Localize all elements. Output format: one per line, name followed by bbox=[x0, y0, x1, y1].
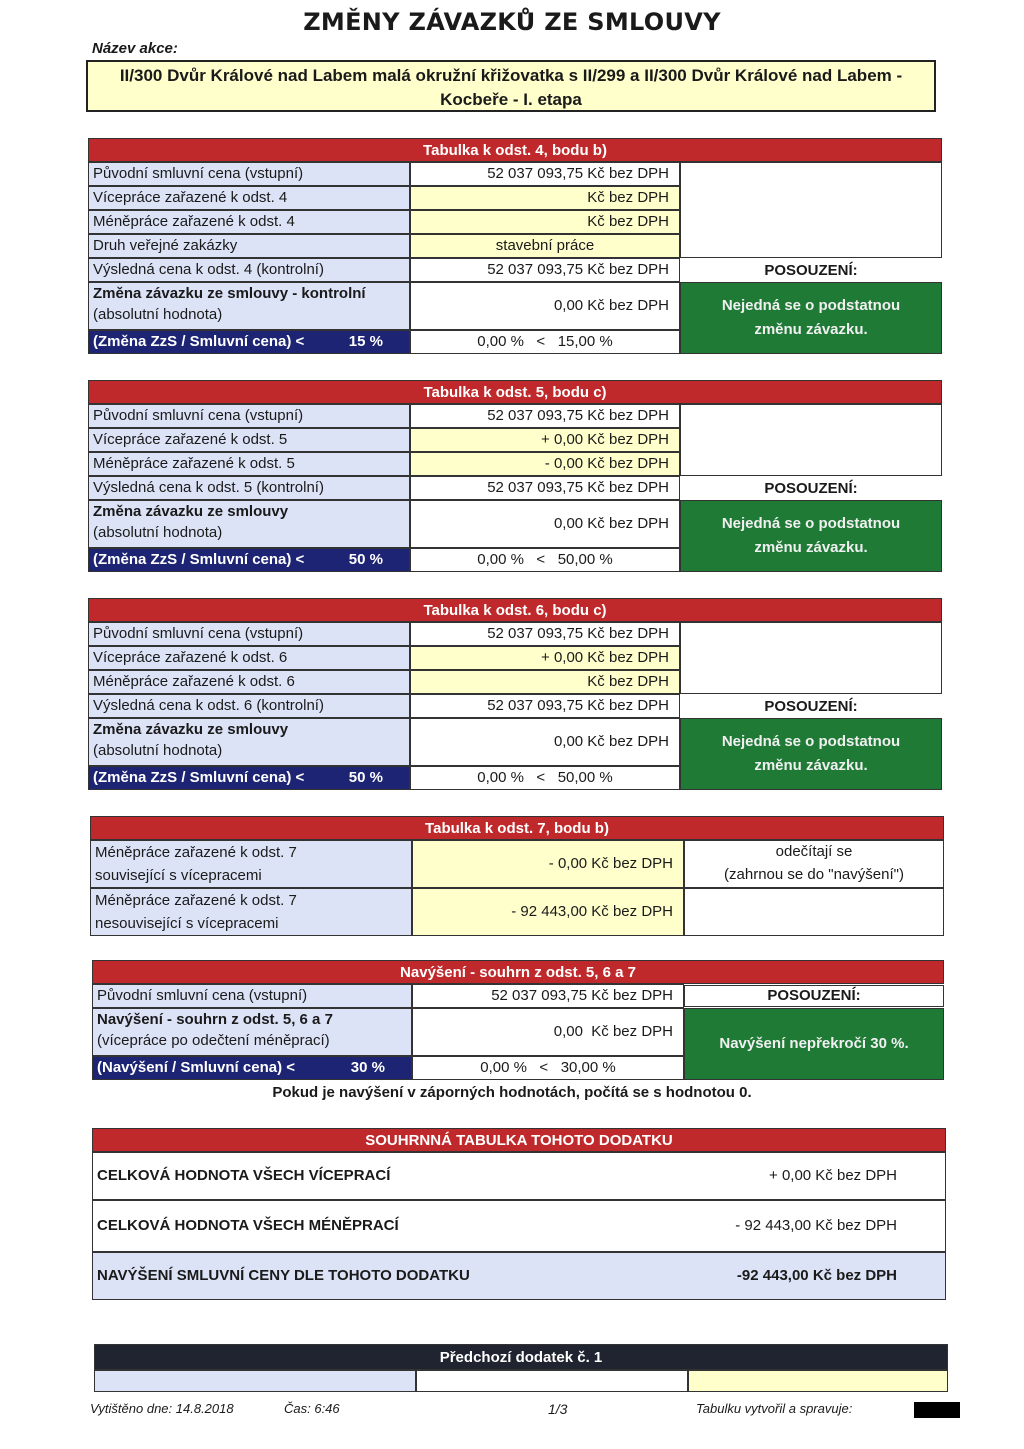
prev-side-cell bbox=[688, 1370, 948, 1392]
row-value: 52 037 093,75 Kč bez DPH bbox=[410, 258, 680, 282]
row-label-line-2: nesouvisející s vícepracemi bbox=[95, 915, 279, 932]
change-label bbox=[92, 1008, 412, 1056]
change-label-line-1: Změna závazku ze smlouvy bbox=[93, 503, 289, 520]
assessment-label: POSOUZENÍ: bbox=[764, 698, 858, 715]
row-value: + 0,00 Kč bez DPH bbox=[410, 646, 680, 670]
verdict-line-2: změnu závazku. bbox=[754, 321, 868, 338]
summary-row-vicepraci bbox=[92, 1152, 946, 1200]
ratio-text: (Navýšení / Smluvní cena) < bbox=[97, 1059, 295, 1076]
row-label: Vícepráce zařazené k odst. 4 bbox=[88, 186, 410, 210]
ratio-label bbox=[92, 1056, 412, 1080]
row-label: Vícepráce zařazené k odst. 6 bbox=[88, 646, 410, 670]
table-header: Předchozí dodatek č. 1 bbox=[94, 1344, 948, 1370]
table-header: Navýšení - souhrn z odst. 5, 6 a 7 bbox=[92, 960, 944, 984]
verdict-line-1: Nejedná se o podstatnou bbox=[721, 515, 901, 532]
ratio-text: (Změna ZzS / Smluvní cena) < bbox=[93, 551, 305, 568]
prev-label-cell bbox=[94, 1370, 416, 1392]
summary-row-navyseni bbox=[92, 1252, 946, 1300]
row-label-line-1: Méněpráce zařazené k odst. 7 bbox=[95, 892, 297, 909]
redaction-block bbox=[914, 1402, 960, 1418]
printed-date: Vytištěno dne: 14.8.2018 bbox=[90, 1401, 234, 1416]
assessment-verdict bbox=[680, 500, 942, 572]
ratio-text: (Změna ZzS / Smluvní cena) < bbox=[93, 333, 305, 350]
change-value: 0,00 Kč bez DPH bbox=[410, 282, 680, 330]
ratio-text: (Změna ZzS / Smluvní cena) < bbox=[93, 769, 305, 786]
change-label-line-2: (absolutní hodnota) bbox=[93, 742, 223, 759]
table-header: SOUHRNNÁ TABULKA TOHOTO DODATKU bbox=[92, 1128, 946, 1152]
action-name-box bbox=[86, 60, 936, 112]
summary-value: + 0,00 Kč bez DPH bbox=[769, 1167, 897, 1184]
ratio-limit: 50 % bbox=[348, 551, 383, 568]
row-label: Méněpráce zařazené k odst. 5 bbox=[88, 452, 410, 476]
prev-value-cell bbox=[416, 1370, 688, 1392]
action-name-line-1: II/300 Dvůr Králové nad Labem malá okružní křižovatka s II/299 a II/300 Dvůr Králové nad Labem - bbox=[119, 66, 903, 85]
table-header: Tabulka k odst. 7, bodu b) bbox=[90, 816, 944, 840]
change-value: 0,00 Kč bez DPH bbox=[412, 1008, 684, 1056]
row-value: 52 037 093,75 Kč bez DPH bbox=[410, 694, 680, 718]
change-label-line-1: Změna závazku ze smlouvy - kontrolní bbox=[93, 285, 366, 302]
row-label: Méněpráce zařazené k odst. 6 bbox=[88, 670, 410, 694]
table-header: Tabulka k odst. 5, bodu c) bbox=[88, 380, 942, 404]
assessment-verdict: Navýšení nepřekročí 30 %. bbox=[684, 1008, 944, 1080]
previous-amendment-table bbox=[94, 1344, 948, 1392]
row-label: Původní smluvní cena (vstupní) bbox=[92, 984, 412, 1008]
side-empty-box bbox=[680, 404, 942, 476]
summary-label: CELKOVÁ HODNOTA VŠECH VÍCEPRACÍ bbox=[97, 1167, 391, 1184]
change-label bbox=[88, 718, 410, 766]
row-value: 52 037 093,75 Kč bez DPH bbox=[410, 404, 680, 428]
ratio-value: 0,00 % < 30,00 % bbox=[412, 1056, 684, 1080]
row-label: Původní smluvní cena (vstupní) bbox=[88, 162, 410, 186]
row-label bbox=[90, 840, 412, 888]
ratio-limit: 30 % bbox=[350, 1059, 385, 1076]
row-value: stavební práce bbox=[410, 234, 680, 258]
row-label bbox=[90, 888, 412, 936]
action-name-line-2: Kocbeře - I. etapa bbox=[440, 90, 582, 109]
verdict-line-1: Nejedná se o podstatnou bbox=[721, 733, 901, 750]
ratio-limit: 15 % bbox=[348, 333, 383, 350]
document-title: ZMĚNY ZÁVAZKŮ ZE SMLOUVY bbox=[303, 8, 721, 36]
change-label-line-1: Změna závazku ze smlouvy bbox=[93, 721, 289, 738]
row-label: Výsledná cena k odst. 4 (kontrolní) bbox=[88, 258, 410, 282]
printed-time: Čas: 6:46 bbox=[284, 1401, 340, 1416]
table-header: Tabulka k odst. 4, bodu b) bbox=[88, 138, 942, 162]
note-text bbox=[684, 840, 944, 886]
summary-label: NAVÝŠENÍ SMLUVNÍ CENY DLE TOHOTO DODATKU bbox=[97, 1267, 470, 1284]
row-label: Původní smluvní cena (vstupní) bbox=[88, 622, 410, 646]
change-label bbox=[88, 282, 410, 330]
row-value: - 92 443,00 Kč bez DPH bbox=[412, 888, 684, 936]
assessment-verdict bbox=[680, 718, 942, 790]
row-value: 52 037 093,75 Kč bez DPH bbox=[410, 476, 680, 500]
summary-label: CELKOVÁ HODNOTA VŠECH MÉNĚPRACÍ bbox=[97, 1217, 399, 1234]
change-label bbox=[88, 500, 410, 548]
table-odst-4 bbox=[88, 138, 942, 358]
row-value: + 0,00 Kč bez DPH bbox=[410, 428, 680, 452]
row-value: Kč bez DPH bbox=[410, 210, 680, 234]
assessment-label: POSOUZENÍ: bbox=[764, 480, 858, 497]
row-value: - 0,00 Kč bez DPH bbox=[412, 840, 684, 888]
change-label-line-2: (absolutní hodnota) bbox=[93, 306, 223, 323]
row-value: 52 037 093,75 Kč bez DPH bbox=[412, 984, 684, 1008]
negative-note: Pokud je navýšení v záporných hodnotách, počítá se s hodnotou 0. bbox=[272, 1084, 752, 1101]
table-odst-6 bbox=[88, 598, 942, 798]
summary-table bbox=[92, 1128, 946, 1300]
change-label-line-2: (absolutní hodnota) bbox=[93, 524, 223, 541]
table-odst-7 bbox=[90, 816, 944, 940]
change-label-line-1: Navýšení - souhrn z odst. 5, 6 a 7 bbox=[97, 1011, 333, 1028]
row-label-line-1: Méněpráce zařazené k odst. 7 bbox=[95, 844, 297, 861]
side-empty-box bbox=[680, 162, 942, 258]
change-label-line-2: (vícepráce po odečtení méněprací) bbox=[97, 1032, 330, 1049]
change-value: 0,00 Kč bez DPH bbox=[410, 718, 680, 766]
note-line-1: odečítají se bbox=[775, 843, 853, 860]
assessment-verdict bbox=[680, 282, 942, 354]
assessment-label: POSOUZENÍ: bbox=[764, 262, 858, 279]
assessment-label: POSOUZENÍ: bbox=[684, 985, 944, 1007]
row-value: Kč bez DPH bbox=[410, 670, 680, 694]
ratio-limit: 50 % bbox=[348, 769, 383, 786]
row-label: Méněpráce zařazené k odst. 4 bbox=[88, 210, 410, 234]
ratio-label bbox=[88, 766, 410, 790]
row-label: Druh veřejné zakázky bbox=[88, 234, 410, 258]
verdict-line-2: změnu závazku. bbox=[754, 539, 868, 556]
verdict-line-1: Nejedná se o podstatnou bbox=[721, 297, 901, 314]
verdict-line-2: změnu závazku. bbox=[754, 757, 868, 774]
summary-value: - 92 443,00 Kč bez DPH bbox=[735, 1217, 897, 1234]
table-odst-5 bbox=[88, 380, 942, 580]
side-empty-box bbox=[680, 622, 942, 694]
side-empty-box bbox=[684, 888, 944, 936]
page-number: 1/3 bbox=[548, 1401, 568, 1417]
row-label: Výsledná cena k odst. 5 (kontrolní) bbox=[88, 476, 410, 500]
summary-value: -92 443,00 Kč bez DPH bbox=[736, 1267, 897, 1284]
ratio-value: 0,00 % < 15,00 % bbox=[410, 330, 680, 354]
row-label-line-2: související s vícepracemi bbox=[95, 867, 262, 884]
action-name-label: Název akce: bbox=[92, 40, 178, 57]
row-label: Původní smluvní cena (vstupní) bbox=[88, 404, 410, 428]
row-value: 52 037 093,75 Kč bez DPH bbox=[410, 622, 680, 646]
ratio-label bbox=[88, 548, 410, 572]
row-value: 52 037 093,75 Kč bez DPH bbox=[410, 162, 680, 186]
table-navyseni bbox=[92, 960, 944, 1084]
row-value: - 0,00 Kč bez DPH bbox=[410, 452, 680, 476]
ratio-value: 0,00 % < 50,00 % bbox=[410, 766, 680, 790]
maintainer-label: Tabulku vytvořil a spravuje: bbox=[696, 1401, 853, 1416]
ratio-label bbox=[88, 330, 410, 354]
table-header: Tabulka k odst. 6, bodu c) bbox=[88, 598, 942, 622]
note-line-2: (zahrnou se do "navýšení") bbox=[724, 866, 904, 883]
row-label: Vícepráce zařazené k odst. 5 bbox=[88, 428, 410, 452]
row-value: Kč bez DPH bbox=[410, 186, 680, 210]
change-value: 0,00 Kč bez DPH bbox=[410, 500, 680, 548]
row-label: Výsledná cena k odst. 6 (kontrolní) bbox=[88, 694, 410, 718]
summary-row-meneprace bbox=[92, 1200, 946, 1252]
ratio-value: 0,00 % < 50,00 % bbox=[410, 548, 680, 572]
